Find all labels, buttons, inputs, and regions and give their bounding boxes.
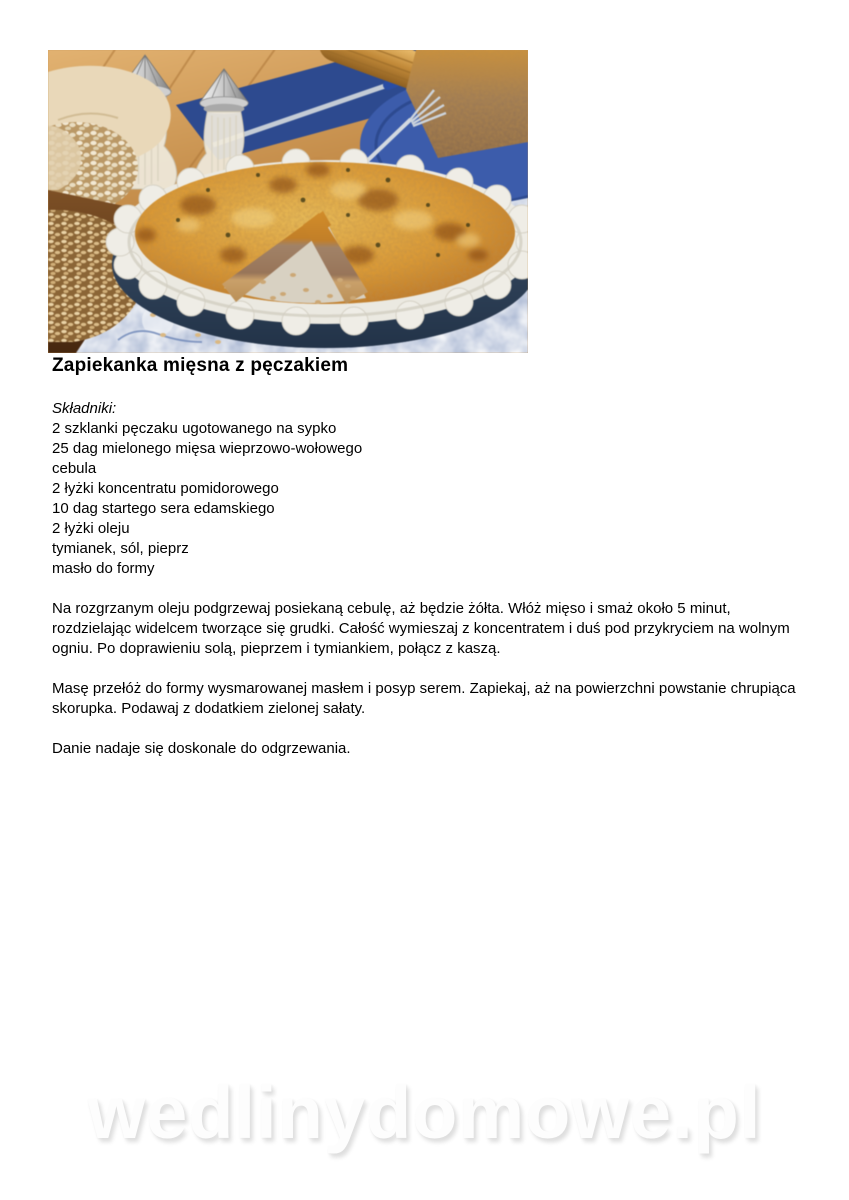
ingredient-line: 10 dag startego sera edamskiego bbox=[52, 500, 275, 517]
recipe-photo bbox=[48, 50, 528, 353]
ingredient-line: 2 łyżki oleju bbox=[52, 520, 130, 537]
ingredient-line: tymianek, sól, pieprz bbox=[52, 540, 189, 557]
ingredient-line: masło do formy bbox=[52, 560, 155, 577]
serving-note-paragraph: Danie nadaje się doskonale do odgrzewania. bbox=[52, 740, 351, 757]
instructions-paragraph: Masę przełóż do formy wysmarowanej masłem i posyp serem. Zapiekaj, aż na powierzchni powstanie chrupiąca skorupka. Podawaj z dodatkiem zielonej sałaty. bbox=[52, 680, 796, 717]
ingredients-label: Składniki: bbox=[52, 400, 117, 417]
recipe-photo-illustration bbox=[48, 50, 528, 353]
ingredient-line: cebula bbox=[52, 460, 97, 477]
recipe-title: Zapiekanka mięsna z pęczakiem bbox=[52, 355, 349, 376]
ingredient-line: 2 szklanki pęczaku ugotowanego na sypko bbox=[52, 420, 337, 437]
ingredient-line: 2 łyżki koncentratu pomidorowego bbox=[52, 480, 279, 497]
recipe-body bbox=[52, 399, 796, 759]
watermark: wedlinydomowe.pl bbox=[87, 1071, 762, 1154]
instructions-paragraph: Na rozgrzanym oleju podgrzewaj posiekaną cebulę, aż będzie żółta. Włóż mięso i smaż około 5 minut, rozdzielając widelcem tworzące się grudki. Całość wymieszaj z koncentratem i duś pod przykryciem na wolnym ogniu. Po doprawieniu solą, pieprzem i tymiankiem, połącz z kaszą. bbox=[52, 600, 790, 657]
ingredient-line: 25 dag mielonego mięsa wieprzowo-wołowego bbox=[52, 440, 363, 457]
